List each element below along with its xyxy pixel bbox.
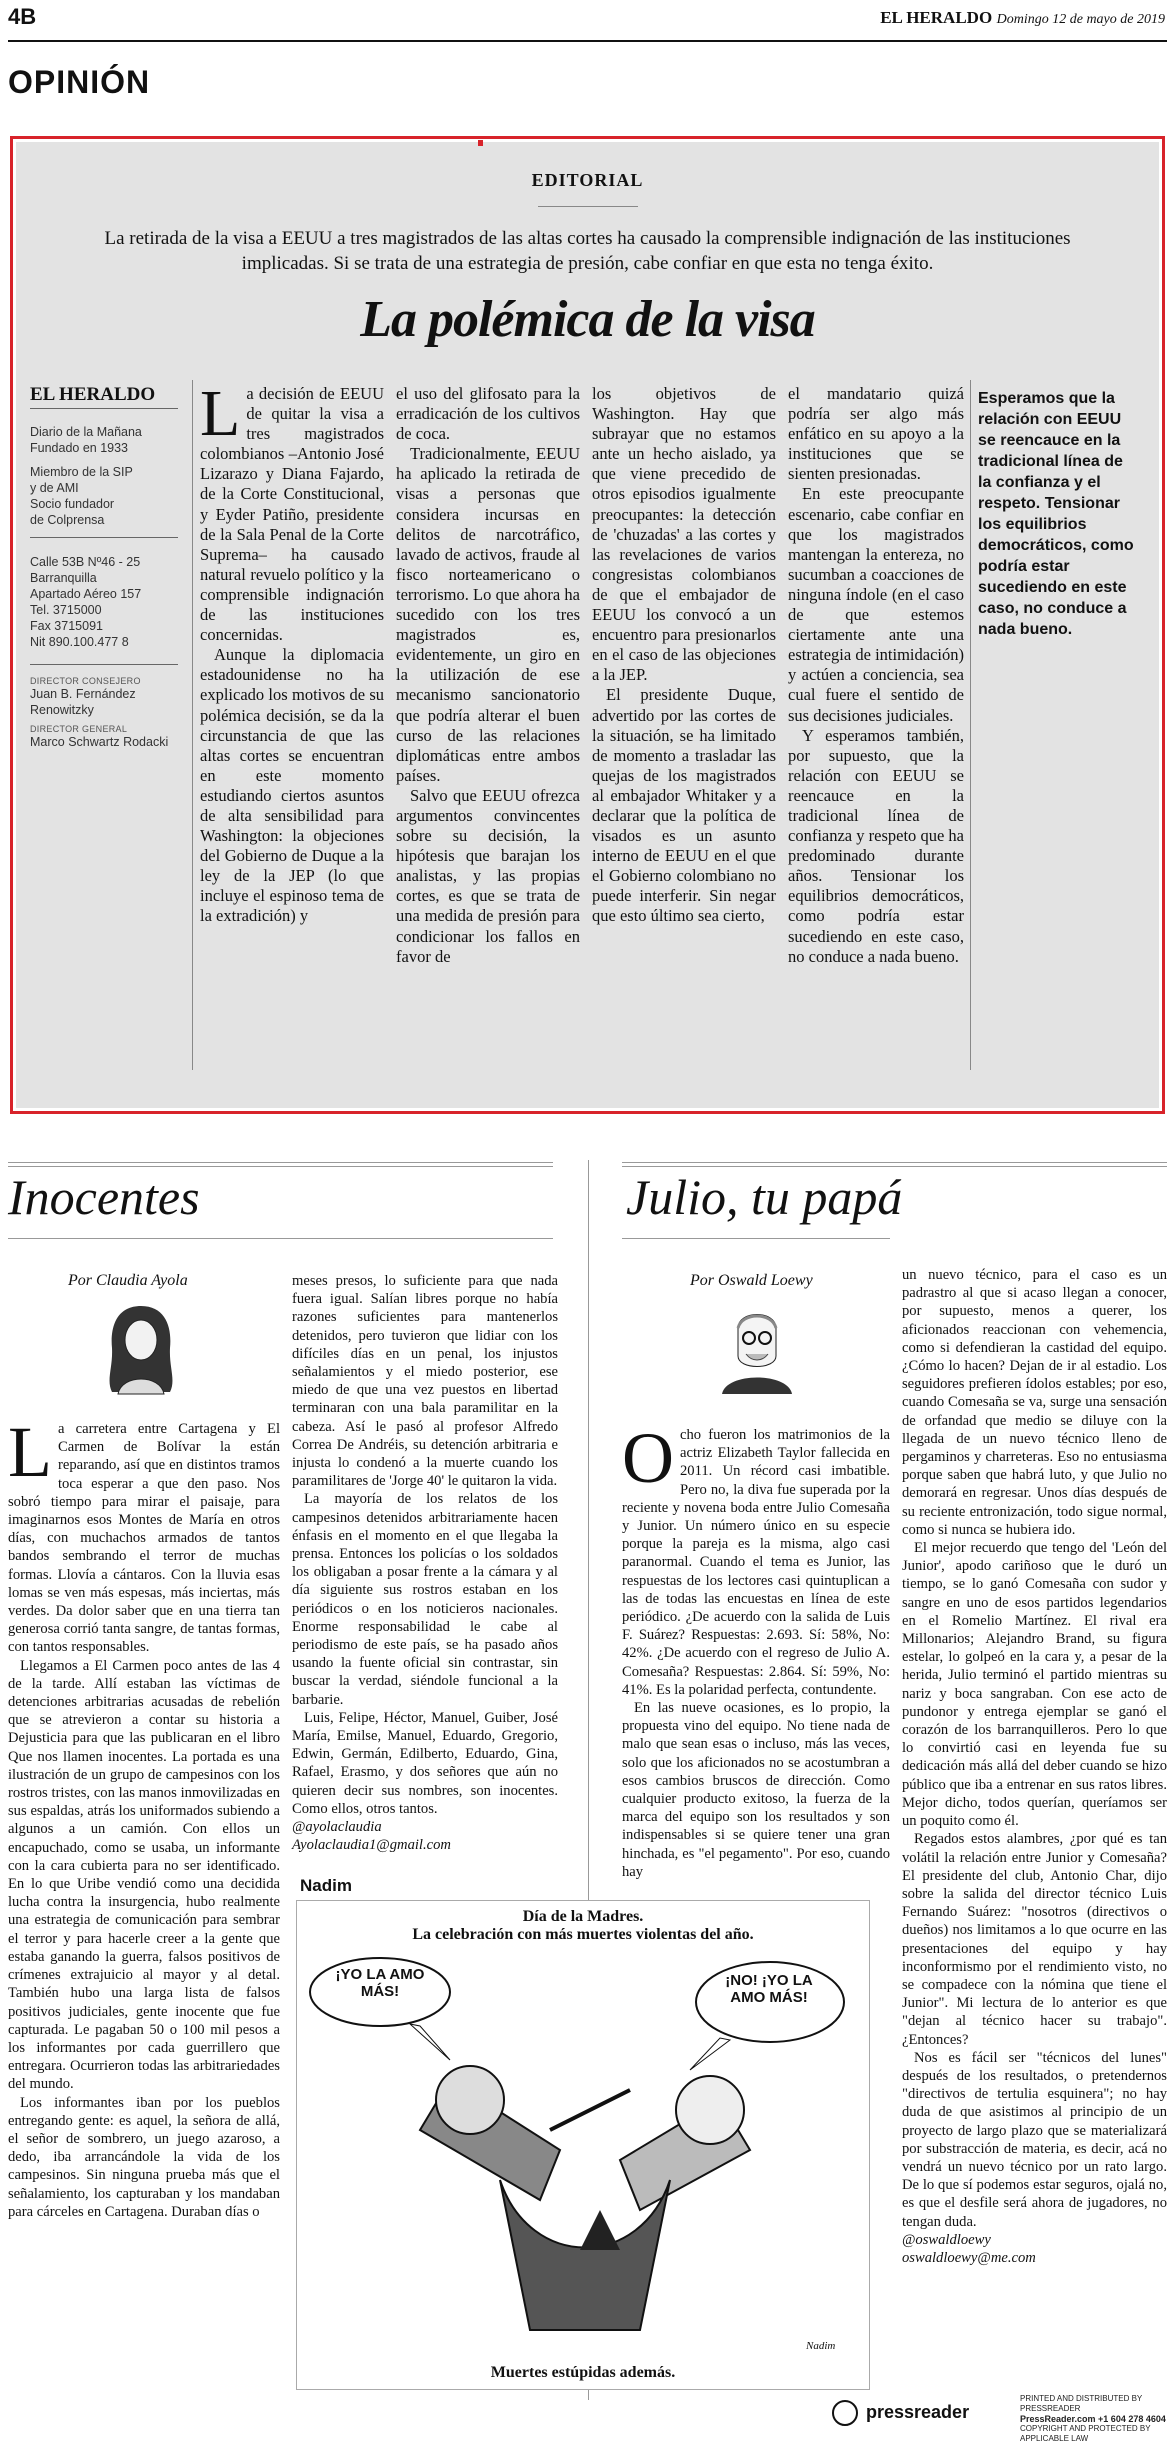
column-left-text-1 <box>8 1412 280 2400</box>
director-role: DIRECTOR CONSEJERO <box>30 676 141 686</box>
paragraph: el mandatario quizá podría ser algo más enfático en su apoyo a la instituciones que se sienten presionadas. <box>788 384 964 484</box>
masthead-line: Miembro de la SIP <box>30 465 133 479</box>
editorial-rule <box>538 206 638 207</box>
paragraph: El presidente Duque, advertido por las cortes de la situación, se ha limitado de momento a trasladar las quejas de los magistrados al embajador Whitaker y a declarar que la política de visados es un asunto interno de EEUU en el que el Gobierno colombiano no puede interferir. Sin negar que esto último sea cierto, <box>592 685 776 926</box>
masthead-line: Diario de la Mañana <box>30 425 142 439</box>
column-divider <box>970 380 971 1070</box>
speech-bubble-right-text: ¡NO! ¡YO LA AMO MÁS! <box>725 1972 813 2006</box>
cartoon-caption-bottom: Muertes estúpidas además. <box>490 2364 676 2381</box>
column-title-left: Inocentes <box>8 1169 200 1225</box>
editorial-column-3 <box>592 384 776 1084</box>
address-line: Apartado Aéreo 157 <box>30 587 142 601</box>
masthead-rule <box>30 408 178 409</box>
paragraph: En este preocupante escenario, cabe confiar en que los magistrados mantengan la entereza, no sucumban a coacciones de ninguna índole (en el caso de que estemos ciertamente ante una estrategia de intimidación) y actúen a conciencia, sea cual fuere el sentido de sus decisiones judiciales. <box>788 484 964 725</box>
credit-line: PRINTED AND DISTRIBUTED BY PRESSREADER <box>1020 2394 1143 2413</box>
editorial-deck: La retirada de la visa a EEUU a tres magistrados de las altas cortes ha causado la comprensible indignación de las instituciones implicadas. Si se trata de una estrategia de presión, cabe confiar en que esta no tenga éxito. <box>104 228 1071 274</box>
cartoon-drawing <box>300 1950 866 2350</box>
cartoon-caption-top <box>296 1908 870 1944</box>
pressreader-icon <box>832 2400 858 2426</box>
column-divider <box>192 380 193 1070</box>
paragraph: los objetivos de Washington. Hay que subrayar que no estamos ante un hecho aislado, ya que viene precedido de otros episodios igualmente preocupantes: la detección de 'chuzadas' a las cortes y las revelaciones de varios congresistas colombianos de que el embajador de EEUU los convocó a un encuentro para presionarlos en el caso de las objeciones a la JEP. <box>592 384 776 685</box>
paragraph: a decisión de EEUU de quitar la visa a tres magistrados colombianos –Antonio José Lizarazo y Diana Fajardo, de la Corte Constitucional, y Eyder Patiño, presidente de la Sala Penal de la Corte Suprema– ha causado natural revuelo político y la comprensible indignación de las instituciones concernidas. <box>200 384 384 645</box>
paragraph: un nuevo técnico, para el caso es un padrastro al que si acaso llegan a conocer, por supuesto, menos a querer, los aficionados reaccionan con vehemencia, como si defendieran la castidad del equipo. ¿Cómo lo hacen? Dejan de ir al estadio. Los seguidores prefieren ídolos estables; por eso, cuando Comesaña se va, surge una sensación de orfandad que medio se diluye con la llegada de un nuevo técnico lleno de pergaminos y charreteras. Eso no entusiasma porque saben que habrá luto, y que Julio no demorará en regresar. Unos días después de su reciente entronización, todo sigue normal, como si nunca se hubiera ido. <box>902 1267 1167 1538</box>
director-role: DIRECTOR GENERAL <box>30 724 128 734</box>
masthead-box-title: EL HERALDO <box>30 384 156 405</box>
paragraph: Aunque la diplomacia estadounidense no ha explicado los motivos de su polémica decisión, se da la circunstancia de que las altas cortes se encuentran en este momento estudiando ciertos asuntos de alta sensibilidad para Washington: la objeciones del Gobierno de Duque a la ley de la JEP (lo que incluye el espinoso tema de la extradición) y <box>200 645 384 926</box>
top-rule <box>8 40 1167 42</box>
highlight-marker <box>478 140 483 146</box>
pull-quote: Esperamos que la relación con EEUU se reencauce en la tradicional línea de la confianza y el respeto. Tensionar los equilibrios democráticos, como podría estar sucediendo en este caso, no conduce a nada bueno. <box>978 390 1134 638</box>
column-title-right: Julio, tu papá <box>626 1169 903 1225</box>
address-line: Calle 53B Nº46 - 25 <box>30 555 141 569</box>
masthead-rule <box>30 664 178 665</box>
footer-credits <box>1020 2394 1175 2444</box>
cartoon-artist: Nadim <box>300 1876 352 1895</box>
paragraph: a carretera entre Cartagena y El Carmen de Bolívar la están reparando, así que en distintos tramos toca esperar a que den paso. Nos sobró tiempo para mirar el paisaje, para imaginarnos esos Montes de María en otros días, con muchachos armados de tantos bandos sembrando el terror de muchas formas. Llovía a cántaros. Con la lluvia esas lomas se ven más espesas, más inciertas, más verdes. Da dolor saber que en una tierra tan generosa corrió tanta sangre, de tantas formas, con tantos responsables. <box>8 1421 280 1656</box>
column-right-text-1 <box>622 1418 890 1880</box>
issue-date: Domingo 12 de mayo de 2019 <box>996 12 1165 27</box>
address-line: Barranquilla <box>30 571 97 585</box>
paragraph: Salvo que EEUU ofrezca argumentos convincentes sobre su decisión, la hipótesis que barajan los analistas, y las propias cortes, es que se trata de una medida de presión para condicionar los fallos en favor de <box>396 785 580 966</box>
masthead-line: de Colprensa <box>30 513 105 527</box>
address-line: Tel. 3715000 <box>30 603 102 617</box>
column-rule <box>622 1166 1167 1167</box>
column-rule <box>622 1162 1167 1163</box>
paper-name: EL HERALDO <box>880 8 993 27</box>
bubble-tail <box>410 2024 450 2060</box>
footer-logo[interactable]: pressreader <box>866 2402 970 2422</box>
paragraph: En las nueve ocasiones, es lo propio, la propuesta vino del equipo. No tiene nada de malo que sean esas o incluso, más las veces, solo que los aficionados no se acostumbran a esos cambios bruscos de dirección. Como cualquier producto exitoso, la fuerza de la marca del equipo son los resultados y son indispensables si se quiere tener una gran hinchada, es "el pegamento". Por eso, cuando hay <box>622 1700 890 1880</box>
paragraph: cho fueron los matrimonios de la actriz Elizabeth Taylor fallecida en 2011. Un récord casi imbatible. Pero no, la diva fue superada por la reciente y novena boda entre Julio Comesaña y Junior. Un número único en su especie porque la pareja es la misma, algo casi paranormal. Cuando el tema es Junior, las respuestas de los lectores casi quintuplican a las de todas las encuestas en línea de este periódico. ¿De acuerdo con la salida de Luis F. Suárez? Respuestas: 2.693. Sí: 58%, No: 42%. ¿De acuerdo con el regreso de Julio A. Comesaña? Respuestas: 2.864. Sí: 59%, No: 41%. Es la polaridad perfecta, contundente. <box>622 1427 890 1698</box>
director-name: Juan B. Fernández <box>30 687 136 701</box>
editorial-label: EDITORIAL <box>531 170 644 190</box>
bubble-tail <box>690 2038 730 2070</box>
paragraph: Y esperamos también, por supuesto, que la relación con EEUU se reencauce en la tradicional línea de confianza y respeto que ha predominado durante años. Tensionar los equilibrios democráticos, como podría estar sucediendo en este caso, no conduce a nada bueno. <box>788 725 964 966</box>
masthead-line: Fundado en 1933 <box>30 441 129 455</box>
author-portrait-claudia <box>98 1298 184 1394</box>
masthead-info <box>30 424 185 528</box>
paragraph: meses presos, lo suficiente para que nada fuera igual. Salían libres porque no había razones suficientes para mantenerlos detenidos, pero tuvieron que lidiar con los difíciles días en un penal, los injustos señalamientos y el miedo posterior, ese miedo de que una vez puestos en libertad terminaran con una bala paramilitar en la cabeza. Así le pasó al profesor Alfredo Correa De Andréis, su detención arbitraria e injusta lo condenó a la muerte cuando los paramilitares de 'Jorge 40' le quitaron la vida. <box>292 1273 558 1490</box>
author-email: oswaldloewy@me.com <box>902 2249 1036 2266</box>
credit-line: COPYRIGHT AND PROTECTED BY APPLICABLE LAW <box>1020 2424 1151 2443</box>
figure-right-head <box>676 2076 744 2144</box>
masthead-line: Socio fundador <box>30 497 115 511</box>
shoulders-shape <box>722 1378 792 1395</box>
paragraph: Tradicionalmente, EEUU ha aplicado la retirada de visas a personas que considera incursas en delitos de narcotráfico, lavado de activos, fraude al fisco norteamericano o terrorismo. Lo que ahora ha sucedido con los tres magistrados es, evidentemente, un giro en la utilización de ese mecanismo sancionatorio que podría alterar el buen curso de las relaciones diplomáticas entre ambos países. <box>396 444 580 785</box>
column-rule <box>8 1166 553 1167</box>
column-rule <box>8 1238 553 1239</box>
masthead-address <box>30 554 185 650</box>
caption-line: Día de la Madres. <box>522 1908 644 1925</box>
drop-cap: L <box>200 377 241 450</box>
masthead-rule <box>30 537 178 538</box>
byline-right: Por Oswald Loewy <box>690 1272 813 1289</box>
paragraph: Llegamos a El Carmen poco antes de las 4 de la tarde. Allí estaban las víctimas de detenciones arbitrarias acusadas de rebelión que se atrevieron a contar su historia a Dejusticia para que las publicaran en el libro Que nos llamen inocentes. La portada es una ilustración de un grupo de campesinos con los rostros tristes, con las manos inmovilizadas en sus espaldas, atrás los uniformados subiendo a algunos a un camión. Con ellos un encapuchado, como se usaba, un informante con la cara cubierta para no ser identificado. En lo que Uribe vendió como una decidida lucha contra la insurgencia, hubo realmente una estrategia de comunicación para sembrar el terror y para hacerle creer a la gente que estaba ganando la guerra, falsos positivos de crímenes extrajuicio al mayor y al detal. También hubo una larga lista de falsos positivos judiciales, gente inocente que fue capturada. Le pagaban 50 o 100 mil pesos a los informantes por cada guerrillero que entregara. Ocurrieron todas las arbitrariedades del mundo. <box>8 1657 280 2093</box>
director-name: Marco Schwartz Rodacki <box>30 735 169 749</box>
masthead-line: y de AMI <box>30 481 79 495</box>
drop-cap: L <box>8 1412 52 1492</box>
address-line: Nit 890.100.477 8 <box>30 635 129 649</box>
editorial-column-2 <box>396 384 580 1084</box>
face-shape <box>125 1320 157 1360</box>
speech-bubble-left-text: ¡YO LA AMO MÁS! <box>335 1966 425 2000</box>
editorial-column-4 <box>788 384 964 1084</box>
author-email: Ayolaclaudia1@gmail.com <box>292 1837 451 1854</box>
column-right-text-2 <box>902 1266 1167 2396</box>
caption-line: La celebración con más muertes violentas del año. <box>412 1926 754 1943</box>
address-line: Fax 3715091 <box>30 619 103 633</box>
column-rule <box>622 1238 890 1239</box>
paragraph: Luis, Felipe, Héctor, Manuel, Guiber, José María, Emilse, Manuel, Eduardo, Gregorio, Edwin, Germán, Edilberto, Eduardo, Gina, Rafael, Erasmo, y dos señores que aún no quieren decir sus nombres, son inocentes. Como ellos, otros tantos. <box>292 1709 558 1817</box>
paragraph: Nos es fácil ser "técnicos del lunes" después de los resultados, o pretendernos "directivos de tertulia esquinera"; no hay duda de que asistimos al principio de un proyecto de largo plazo que se materializará por substracción de materia, es decir, acá no vendrá un nuevo técnico por un rato largo. De lo que sí podemos estar seguros, ojalá no, es que el desfile será ahora de jugadores, no tengan duda. <box>902 2049 1167 2230</box>
column-rule <box>8 1162 553 1163</box>
paragraph: el uso del glifosato para la erradicación de los cultivos de coca. <box>396 384 580 444</box>
section-title: OPINIÓN <box>8 64 151 100</box>
masthead <box>880 8 1165 28</box>
drop-cap: O <box>622 1418 674 1498</box>
credit-line: PressReader.com +1 604 278 4604 <box>1020 2414 1166 2424</box>
director-name: Renowitzky <box>30 703 94 717</box>
figure-left-head <box>436 2066 504 2134</box>
page-number: 4B <box>8 4 37 29</box>
author-handle: @oswaldloewy <box>902 2231 991 2248</box>
paragraph: El mejor recuerdo que tengo del 'León del Junior', apodo cariñoso que le duró un tiempo, se lo ganó Comesaña con sudor y sangre en uno de esos partidos legendarios en el Romelio Martínez. El rival era Millonarios; Alejandro Brand, su figura estelar, lo golpeó en la cara y, a pesar de la herida, Julio terminó el partido mientras su nariz y boca sangraban. Con ese acto de pundonor y entrega ejemplar se ganó el corazón de los barranquilleros. Pero lo que lo convirtió casi en leyenda fue su dedicación más allá del deber cuando se hizo público que iba a entrenar en sus ratos libres. Mejor dicho, todos querían, queríamos ser un poquito como él. <box>902 1540 1167 1830</box>
masthead-directors <box>30 676 185 750</box>
author-handle: @ayolaclaudia <box>292 1819 382 1836</box>
byline-left: Por Claudia Ayola <box>68 1272 188 1289</box>
column-left-text-2 <box>292 1272 558 1862</box>
blood-drop <box>580 2210 620 2250</box>
knife-shape <box>550 2090 630 2130</box>
paragraph: La mayoría de los relatos de los campesinos detenidos arbitrariamente hacen énfasis en el momento en el que llegaba la prensa. Entonces los policías o los soldados los obligaban a posar frente a la cámara y al día siguiente sus rostros estaban en los periódicos o en los noticieros nacionales. Enorme responsabilidad le cabe al periodismo de este país, se ha pasado años usando la fuente oficial sin contrastar, sin buscar la verdad, siéndole funcional a la barbarie. <box>292 1491 558 1708</box>
editorial-column-1 <box>200 377 384 1084</box>
paragraph: Los informantes iban por los pueblos entregando gente: es aquel, la señora de allá, el señor de sombrero, un juego azaroso, a dedo, iba arrancándole la vida de los campesinos. Sin ninguna prueba más que el señalamiento, los capturaban y los mandaban para cárceles en Cartagena. Duraban días o <box>8 2094 280 2220</box>
cartoon-signature: Nadim <box>806 2340 836 2352</box>
paragraph: Regados estos alambres, ¿por qué es tan volátil la relación entre Junior y Comesaña? El presidente del club, Antonio Char, dijo sobre la salida del director técnico Luis Fernando Suárez: "nosotros (directivos o dueños) nos limitamos a lo que ocurre en las presentaciones del equipo y hay inconformismo por el rendimiento visto, no se compadece con la nómina que tiene el Junior". Mi lectura de lo anterior es que "dejan al técnico hacer su trabajo". ¿Entonces? <box>902 1831 1167 2048</box>
editorial-headline: La polémica de la visa <box>360 291 815 348</box>
author-portrait-oswald <box>712 1298 802 1394</box>
